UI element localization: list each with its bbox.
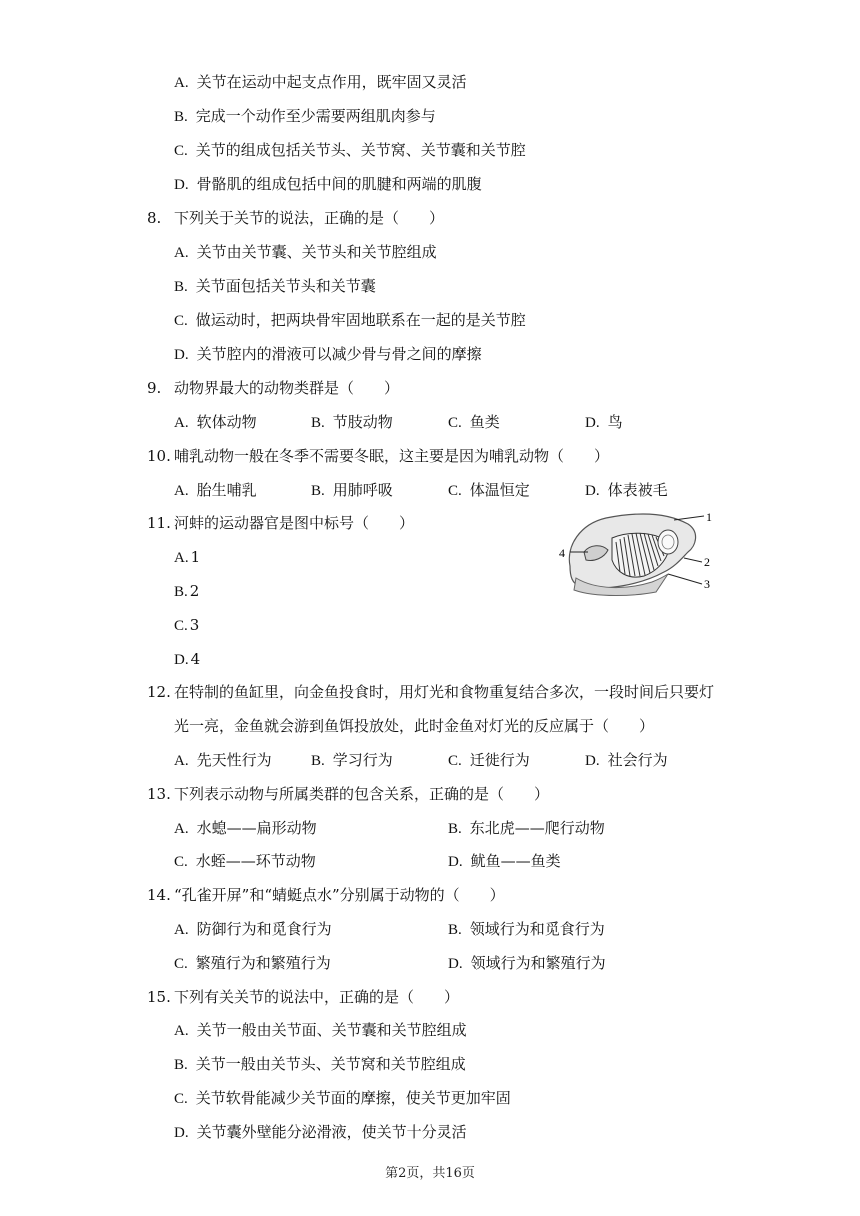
question-number: 12. <box>147 683 171 701</box>
option-d: D. 鸟 <box>585 413 623 431</box>
question-stem: 动物界最大的动物类群是（ ） <box>174 379 400 397</box>
option-c: C. 关节的组成包括关节头、关节窝、关节囊和关节腔 <box>174 141 526 159</box>
option-b: B. 节肢动物 <box>311 413 393 431</box>
question-number: 8. <box>147 209 162 227</box>
figure-label-3: 3 <box>704 577 710 591</box>
option-c: C. 做运动时，把两块骨牢固地联系在一起的是关节腔 <box>174 311 526 329</box>
option-d: D. 领域行为和繁殖行为 <box>448 954 606 972</box>
option-c: C. 关节软骨能减少关节面的摩擦，使关节更加牢固 <box>174 1089 511 1107</box>
option-b: B. 关节一般由关节头、关节窝和关节腔组成 <box>174 1055 466 1073</box>
option-a: A. 先天性行为 <box>174 751 272 769</box>
option-c: C. 3 <box>174 616 200 634</box>
question-stem: “孔雀开屏”和“蜻蜓点水”分别属于动物的（ ） <box>174 886 505 904</box>
option-d: D. 4 <box>174 650 201 668</box>
option-a: A. 1 <box>174 548 201 566</box>
question-number: 11. <box>147 514 171 532</box>
figure-label-4: 4 <box>559 546 565 560</box>
option-d: D. 骨骼肌的组成包括中间的肌腱和两端的肌腹 <box>174 175 482 193</box>
option-d: D. 体表被毛 <box>585 481 668 499</box>
page-footer: 第2页，共16页 <box>385 1166 475 1181</box>
question-stem: 下列表示动物与所属类群的包含关系，正确的是（ ） <box>174 785 550 803</box>
question-stem: 下列关于关节的说法，正确的是（ ） <box>174 209 445 227</box>
option-a: A. 关节一般由关节面、关节囊和关节腔组成 <box>174 1021 467 1039</box>
question-stem: 哺乳动物一般在冬季不需要冬眠，这主要是因为哺乳动物（ ） <box>174 447 610 465</box>
option-d: D. 社会行为 <box>585 751 668 769</box>
option-c: C. 鱼类 <box>448 413 500 431</box>
option-b: B. 东北虎——爬行动物 <box>448 819 605 837</box>
option-b: B. 学习行为 <box>311 751 393 769</box>
option-d: D. 关节囊外壁能分泌滑液，使关节十分灵活 <box>174 1123 467 1141</box>
option-d: D. 鱿鱼——鱼类 <box>448 852 561 870</box>
option-a: A. 关节在运动中起支点作用，既牢固又灵活 <box>174 73 467 91</box>
option-c: C. 繁殖行为和繁殖行为 <box>174 954 331 972</box>
mussel-diagram <box>556 506 720 598</box>
question-stem: 下列有关关节的说法中，正确的是（ ） <box>174 988 460 1006</box>
question-number: 10. <box>147 447 171 465</box>
figure-label-2: 2 <box>704 555 710 569</box>
option-b: B. 2 <box>174 582 200 600</box>
option-d: D. 关节腔内的滑液可以减少骨与骨之间的摩擦 <box>174 345 482 363</box>
question-number: 15. <box>147 988 171 1006</box>
option-a: A. 胎生哺乳 <box>174 481 257 499</box>
option-b: B. 领域行为和觅食行为 <box>448 920 605 938</box>
option-c: C. 水蛭——环节动物 <box>174 852 316 870</box>
option-a: A. 软体动物 <box>174 413 257 431</box>
option-b: B. 用肺呼吸 <box>311 481 393 499</box>
question-number: 13. <box>147 785 171 803</box>
question-number: 14. <box>147 886 171 904</box>
option-b: B. 完成一个动作至少需要两组肌肉参与 <box>174 107 436 125</box>
option-c: C. 迁徙行为 <box>448 751 530 769</box>
option-a: A. 关节由关节囊、关节头和关节腔组成 <box>174 243 437 261</box>
option-a: A. 防御行为和觅食行为 <box>174 920 332 938</box>
figure-label-1: 1 <box>706 510 712 524</box>
option-a: A. 水螅——扁形动物 <box>174 819 317 837</box>
question-number: 9. <box>147 379 162 397</box>
question-stem: 在特制的鱼缸里，向金鱼投食时，用灯光和食物重复结合多次，一段时间后只要灯 <box>174 683 715 701</box>
question-stem-cont: 光一亮，金鱼就会游到鱼饵投放处，此时金鱼对灯光的反应属于（ ） <box>174 717 655 735</box>
option-b: B. 关节面包括关节头和关节囊 <box>174 277 376 295</box>
question-stem: 河蚌的运动器官是图中标号（ ） <box>174 514 415 532</box>
option-c: C. 体温恒定 <box>448 481 530 499</box>
